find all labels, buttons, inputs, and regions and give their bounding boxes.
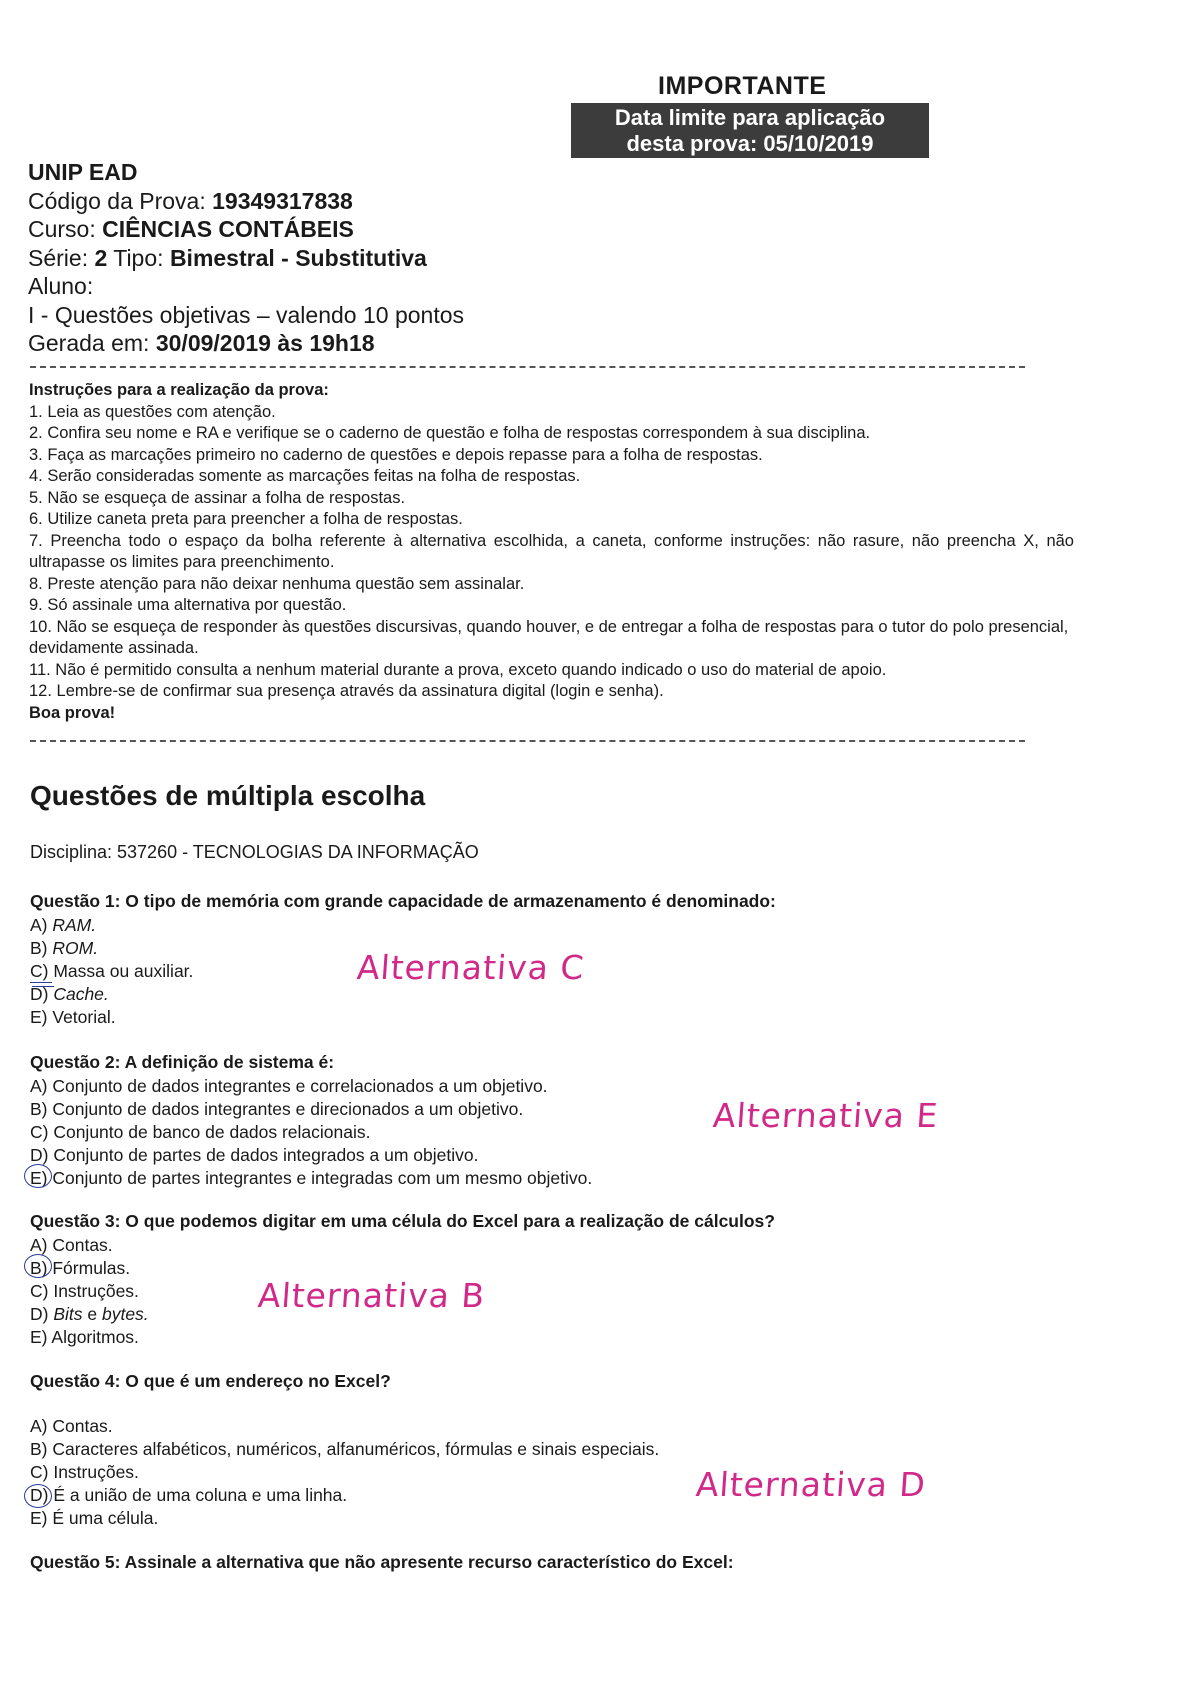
handwritten-answer-3: Alternativa B (256, 1276, 487, 1315)
course-label: Curso: (28, 216, 103, 242)
instructions-block (29, 380, 1079, 724)
question-title: Questão 3: O que podemos digitar em uma célula do Excel para a realização de cálculos? (30, 1211, 775, 1231)
instruction-item: 1. Leia as questões com atenção. (29, 402, 276, 421)
option-a: A) Contas. (30, 1416, 113, 1436)
divider-top (30, 366, 1025, 368)
important-title: IMPORTANTE (658, 72, 827, 100)
option-d: D) Cache. (30, 984, 109, 1004)
option-e: E) Vetorial. (30, 1007, 116, 1027)
option-c: C) Instruções. (30, 1281, 139, 1301)
exam-code-label: Código da Prova: (28, 187, 213, 214)
option-c: C) Massa ou auxiliar. (30, 961, 194, 981)
instruction-item: 3. Faça as marcações primeiro no caderno de questões e depois repasse para a folha de respostas. (29, 445, 763, 464)
option-e: E) Conjunto de partes integrantes e integradas com um mesmo objetivo. (30, 1168, 593, 1188)
answer-circle (24, 1164, 52, 1188)
series-label: Série: (28, 244, 95, 271)
divider-bottom (30, 740, 1025, 742)
institution-name: UNIP EAD (28, 159, 138, 185)
question-5 (30, 1551, 734, 1575)
question-title: Questão 5: Assinale a alternativa que não apresente recurso característico do Excel: (30, 1552, 734, 1572)
pen-mark (30, 982, 52, 983)
option-d: D) Conjunto de partes de dados integrados a um objetivo. (30, 1145, 479, 1165)
answer-circle (24, 1484, 52, 1508)
option-b: B) Fórmulas. (30, 1258, 131, 1278)
generated-line (28, 329, 464, 358)
deadline-line-2: desta prova: 05/10/2019 (626, 131, 874, 156)
option-b: B) Conjunto de dados integrantes e direcionados a um objetivo. (30, 1099, 524, 1119)
option-a: A) RAM. (30, 915, 97, 935)
series-line (28, 244, 464, 273)
type-label: Tipo: (107, 244, 170, 271)
handwritten-answer-4: Alternativa D (694, 1465, 928, 1504)
handwritten-answer-1: Alternativa C (355, 948, 586, 987)
pen-mark (32, 986, 54, 987)
series-value: 2 (94, 244, 108, 271)
instructions-closing: Boa prova! (29, 703, 116, 722)
instruction-item: 2. Confira seu nome e RA e verifique se o caderno de questão e folha de respostas correspondem à sua disciplina. (29, 424, 871, 442)
instruction-item: 5. Não se esqueça de assinar a folha de respostas. (29, 488, 406, 507)
instruction-item: 7. Preencha todo o espaço da bolha referente à alternativa escolhida, a caneta, conforme instruções: não rasure, não preencha X, não ultrapasse os limites para preenchimento. (29, 531, 1074, 571)
option-d: D) Bits e bytes. (30, 1304, 149, 1324)
generated-value: 30/09/2019 às 19h18 (155, 330, 375, 356)
generated-label: Gerada em: (28, 330, 156, 356)
option-c: C) Instruções. (30, 1462, 139, 1482)
question-title: Questão 4: O que é um endereço no Excel? (30, 1371, 391, 1391)
option-a: A) Contas. (30, 1235, 113, 1255)
question-2 (30, 1051, 592, 1190)
section-title: Questões de múltipla escolha (30, 780, 426, 811)
option-b: B) Caracteres alfabéticos, numéricos, alfanuméricos, fórmulas e sinais especiais. (30, 1439, 660, 1459)
question-4 (30, 1370, 659, 1530)
deadline-box (571, 103, 929, 158)
type-value: Bimestral - Substitutiva (169, 244, 427, 271)
option-b: B) ROM. (30, 938, 99, 958)
instruction-item: 10. Não se esqueça de responder às questões discursivas, quando houver, e de entregar a folha de respostas para o tutor do polo presencial, devidamente assinada. (29, 617, 1069, 657)
instruction-item: 12. Lembre-se de confirmar sua presença através da assinatura digital (login e senha). (29, 682, 664, 700)
answer-circle (24, 1254, 52, 1278)
instruction-item: 9. Só assinale uma alternativa por questão. (29, 596, 347, 614)
exam-code-value: 19349317838 (212, 187, 353, 214)
discipline-line: Disciplina: 537260 - TECNOLOGIAS DA INFORMAÇÃO (30, 842, 479, 862)
instructions-title: Instruções para a realização da prova: (29, 381, 329, 399)
option-d: D) É a união de uma coluna e uma linha. (30, 1485, 348, 1505)
question-title: Questão 1: O tipo de memória com grande capacidade de armazenamento é denominado: (30, 891, 776, 911)
instruction-item: 6. Utilize caneta preta para preencher a folha de respostas. (29, 510, 463, 528)
question-title: Questão 2: A definição de sistema é: (30, 1052, 335, 1072)
deadline-line-1: Data limite para aplicação (614, 105, 886, 130)
objective-line: I - Questões objetivas – valendo 10 pontos (28, 301, 465, 328)
option-e: E) É uma célula. (30, 1508, 159, 1528)
option-c: C) Conjunto de banco de dados relacionais. (30, 1122, 371, 1142)
course-line (28, 215, 464, 244)
exam-code-line (28, 187, 464, 216)
course-value: CIÊNCIAS CONTÁBEIS (102, 216, 354, 242)
handwritten-answer-2: Alternativa E (711, 1096, 940, 1135)
instruction-item: 8. Preste atenção para não deixar nenhuma questão sem assinalar. (29, 574, 525, 593)
option-a: A) Conjunto de dados integrantes e correlacionados a um objetivo. (30, 1076, 548, 1096)
instruction-item: 11. Não é permitido consulta a nenhum material durante a prova, exceto quando indicado o uso do material de apoio. (29, 660, 887, 679)
student-line: Aluno: (28, 273, 94, 299)
instruction-item: 4. Serão consideradas somente as marcações feitas na folha de respostas. (29, 467, 581, 485)
option-e: E) Algoritmos. (30, 1327, 139, 1347)
exam-header (28, 158, 464, 358)
